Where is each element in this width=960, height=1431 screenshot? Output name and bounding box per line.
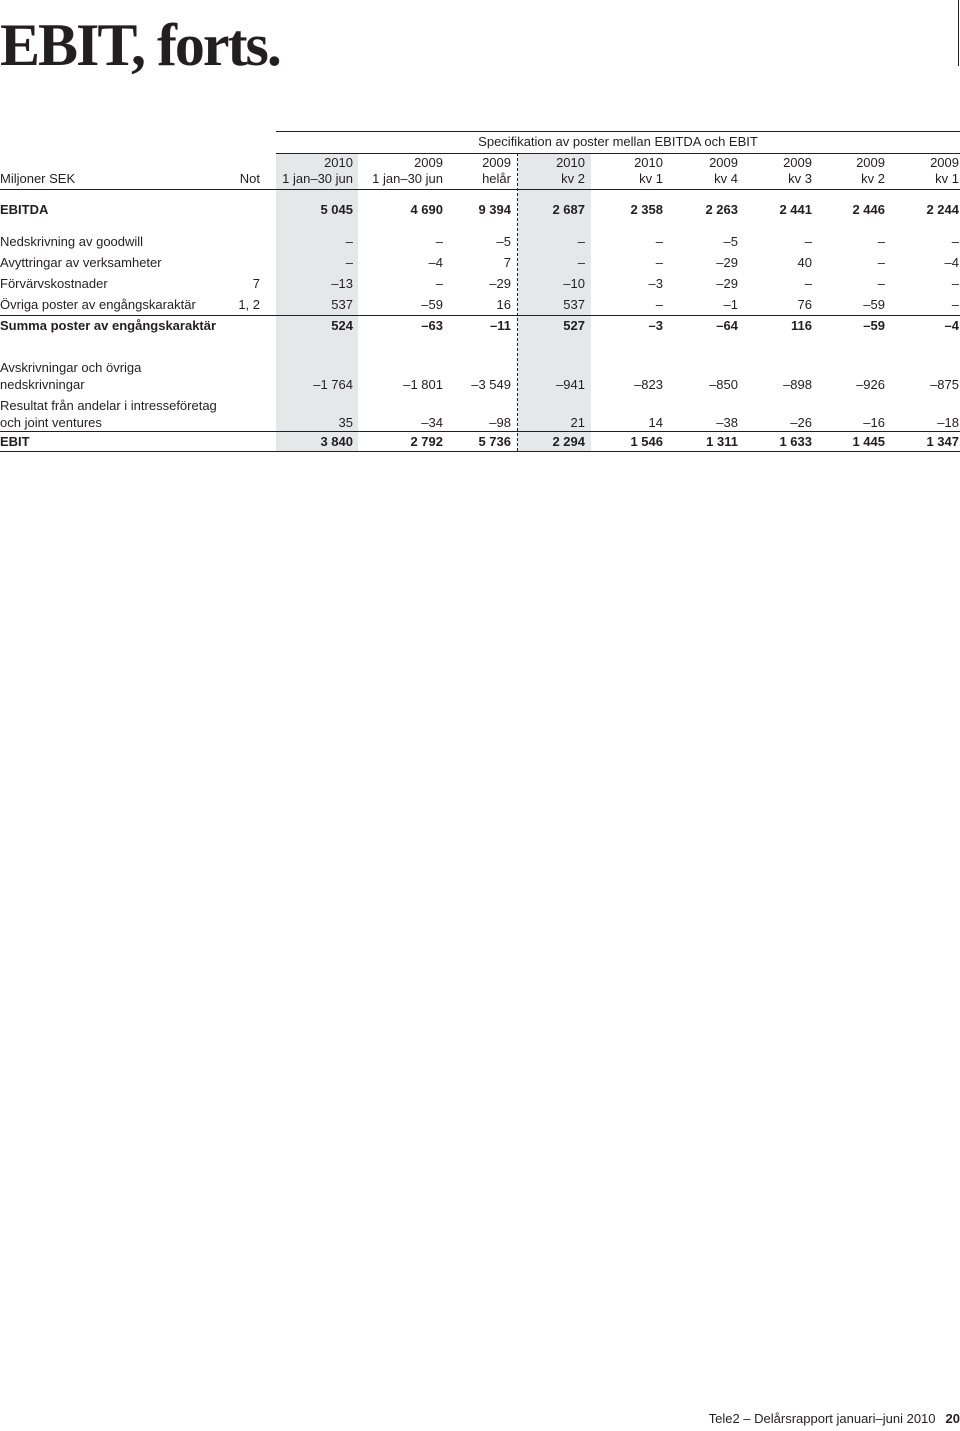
header-col-6: 2009 kv 4: [709, 155, 738, 186]
ebit-top-rule: [0, 431, 960, 432]
summa-rule: [0, 315, 960, 316]
header-col-5: 2010 kv 1: [634, 155, 663, 186]
header-col-1: 2010 1 jan–30 jun: [282, 155, 353, 186]
table-header: [0, 155, 960, 187]
header-bottom-rule: [0, 189, 960, 190]
corner-rule: [958, 0, 959, 66]
header-label: Miljoner SEK: [0, 171, 76, 186]
header-rule: [276, 153, 960, 154]
header-col-3: 2009 helår: [482, 155, 511, 186]
header-col-2: 2009 1 jan–30 jun: [372, 155, 443, 186]
header-col-9: 2009 kv 1: [930, 155, 959, 186]
header-col-4: 2010 kv 2: [556, 155, 585, 186]
footer-text: Tele2 – Delårsrapport januari–juni 2010: [708, 1411, 936, 1426]
ebit-bottom-rule: [0, 451, 960, 452]
page-footer: [709, 1411, 960, 1426]
header-not: Not: [239, 171, 260, 186]
spec-rule: [276, 131, 960, 132]
header-col-7: 2009 kv 3: [783, 155, 812, 186]
header-col-8: 2009 kv 2: [856, 155, 885, 186]
spec-header: Specifikation av poster mellan EBITDA och EBIT: [478, 134, 758, 149]
page-title: EBIT, forts.: [0, 12, 280, 78]
page-number: 20: [945, 1411, 960, 1426]
